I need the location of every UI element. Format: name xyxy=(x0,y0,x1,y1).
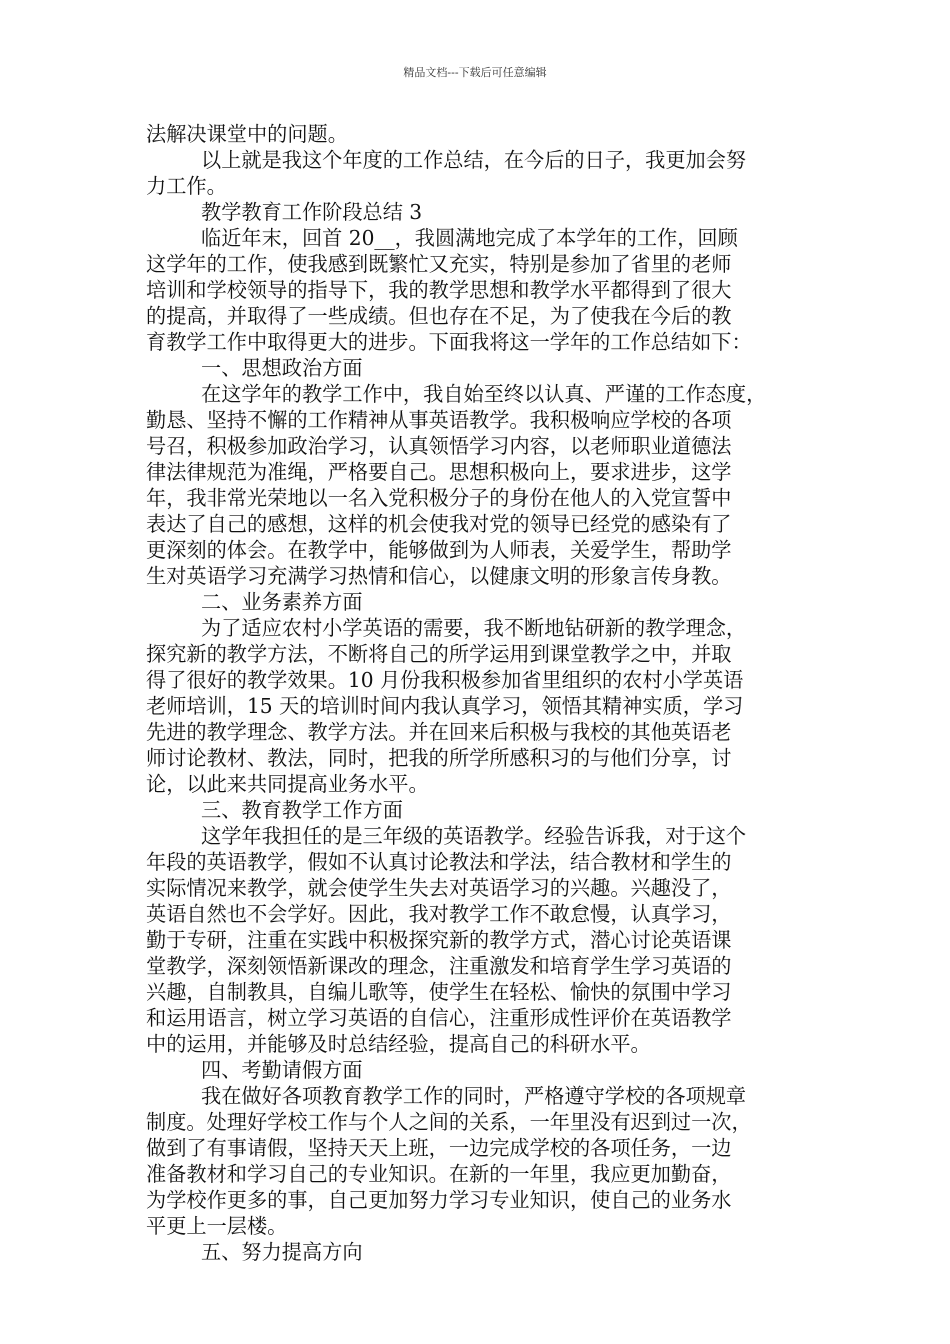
text-line: 我在做好各项教育教学工作的同时，严格遵守学校的各项规章 xyxy=(201,1084,747,1108)
text-line: 年，我非常光荣地以一名入党积极分子的身份在他人的入党宣誓中 xyxy=(146,486,732,510)
text-line: 勤于专研，注重在实践中积极探究新的教学方式，潜心讨论英语课 xyxy=(146,928,732,952)
text-line: 平更上一层楼。 xyxy=(146,1214,288,1238)
text-line: 先进的教学理念、教学方法。并在回来后积极与我校的其他英语老 xyxy=(146,720,732,744)
text-line: 更深刻的体会。在教学中，能够做到为人师表，关爱学生，帮助学 xyxy=(146,538,732,562)
text-line: 在这学年的教学工作中，我自始至终以认真、严谨的工作态度， xyxy=(201,382,767,406)
text-line: 为了适应农村小学英语的需要，我不断地钻研新的教学理念， xyxy=(201,616,747,640)
text-line: 勤恳、坚持不懈的工作精神从事英语教学。我积极响应学校的各项 xyxy=(146,408,732,432)
document-body xyxy=(146,121,810,1265)
text-line: 育教学工作中取得更大的进步。下面我将这一学年的工作总结如下： xyxy=(146,330,752,354)
text-line: 二、业务素养方面 xyxy=(201,590,363,614)
text-line: 兴趣，自制教具，自编儿歌等，使学生在轻松、愉快的氛围中学习 xyxy=(146,980,732,1004)
text-line: 法解决课堂中的问题。 xyxy=(146,122,348,146)
text-line: 准备教材和学习自己的专业知识。在新的一年里，我应更加勤奋， xyxy=(146,1162,732,1186)
text-line: 力工作。 xyxy=(146,174,227,198)
text-line: 的提高，并取得了一些成绩。但也存在不足，为了使我在今后的教 xyxy=(146,304,732,328)
text-line: 五、努力提高方向 xyxy=(201,1240,363,1264)
text-line: 教学教育工作阶段总结 3 xyxy=(201,200,423,224)
text-line: 号召，积极参加政治学习，认真领悟学习内容，以老师职业道德法 xyxy=(146,434,732,458)
text-line: 一、思想政治方面 xyxy=(201,356,363,380)
text-line: 为学校作更多的事，自己更加努力学习专业知识，使自己的业务水 xyxy=(146,1188,732,1212)
text-line: 中的运用，并能够及时总结经验，提高自己的科研水平。 xyxy=(146,1032,651,1056)
text-line: 这学年的工作，使我感到既繁忙又充实，特别是参加了省里的老师 xyxy=(146,252,732,276)
text-line: 师讨论教材、教法，同时，把我的所学所感积习的与他们分享，讨 xyxy=(146,746,732,770)
text-line: 临近年末，回首 20__，我圆满地完成了本学年的工作，回顾 xyxy=(201,226,738,250)
text-line: 和运用语言，树立学习英语的自信心，注重形成性评价在英语教学 xyxy=(146,1006,732,1030)
text-line: 生对英语学习充满学习热情和信心，以健康文明的形象言传身教。 xyxy=(146,564,732,588)
text-line: 得了很好的教学效果。10 月份我积极参加省里组织的农村小学英语 xyxy=(146,668,744,692)
text-line: 培训和学校领导的指导下，我的教学思想和教学水平都得到了很大 xyxy=(146,278,732,302)
text-line: 堂教学，深刻领悟新课改的理念，注重激发和培育学生学习英语的 xyxy=(146,954,732,978)
text-line: 探究新的教学方法，不断将自己的所学运用到课堂教学之中，并取 xyxy=(146,642,732,666)
text-line: 以上就是我这个年度的工作总结，在今后的日子，我更加会努 xyxy=(201,148,747,172)
text-line: 年段的英语教学，假如不认真讨论教法和学法，结合教材和学生的 xyxy=(146,850,732,874)
text-line: 英语自然也不会学好。因此，我对教学工作不敢怠慢，认真学习， xyxy=(146,902,732,926)
text-line: 论，以此来共同提高业务水平。 xyxy=(146,772,429,796)
text-line: 三、教育教学工作方面 xyxy=(201,798,403,822)
text-line: 老师培训，15 天的培训时间内我认真学习，领悟其精神实质，学习 xyxy=(146,694,744,718)
text-line: 做到了有事请假，坚持天天上班，一边完成学校的各项任务，一边 xyxy=(146,1136,732,1160)
text-line: 四、考勤请假方面 xyxy=(201,1058,363,1082)
text-line: 实际情况来教学，就会使学生失去对英语学习的兴趣。兴趣没了， xyxy=(146,876,732,900)
page-header: 精品文档---下载后可任意编辑 xyxy=(403,66,547,79)
text-line: 这学年我担任的是三年级的英语教学。经验告诉我，对于这个 xyxy=(201,824,747,848)
text-line: 制度。处理好学校工作与个人之间的关系，一年里没有迟到过一次， xyxy=(146,1110,752,1134)
text-line: 律法律规范为准绳，严格要自己。思想积极向上，要求进步，这学 xyxy=(146,460,732,484)
text-line: 表达了自己的感想，这样的机会使我对党的领导已经党的感染有了 xyxy=(146,512,732,536)
